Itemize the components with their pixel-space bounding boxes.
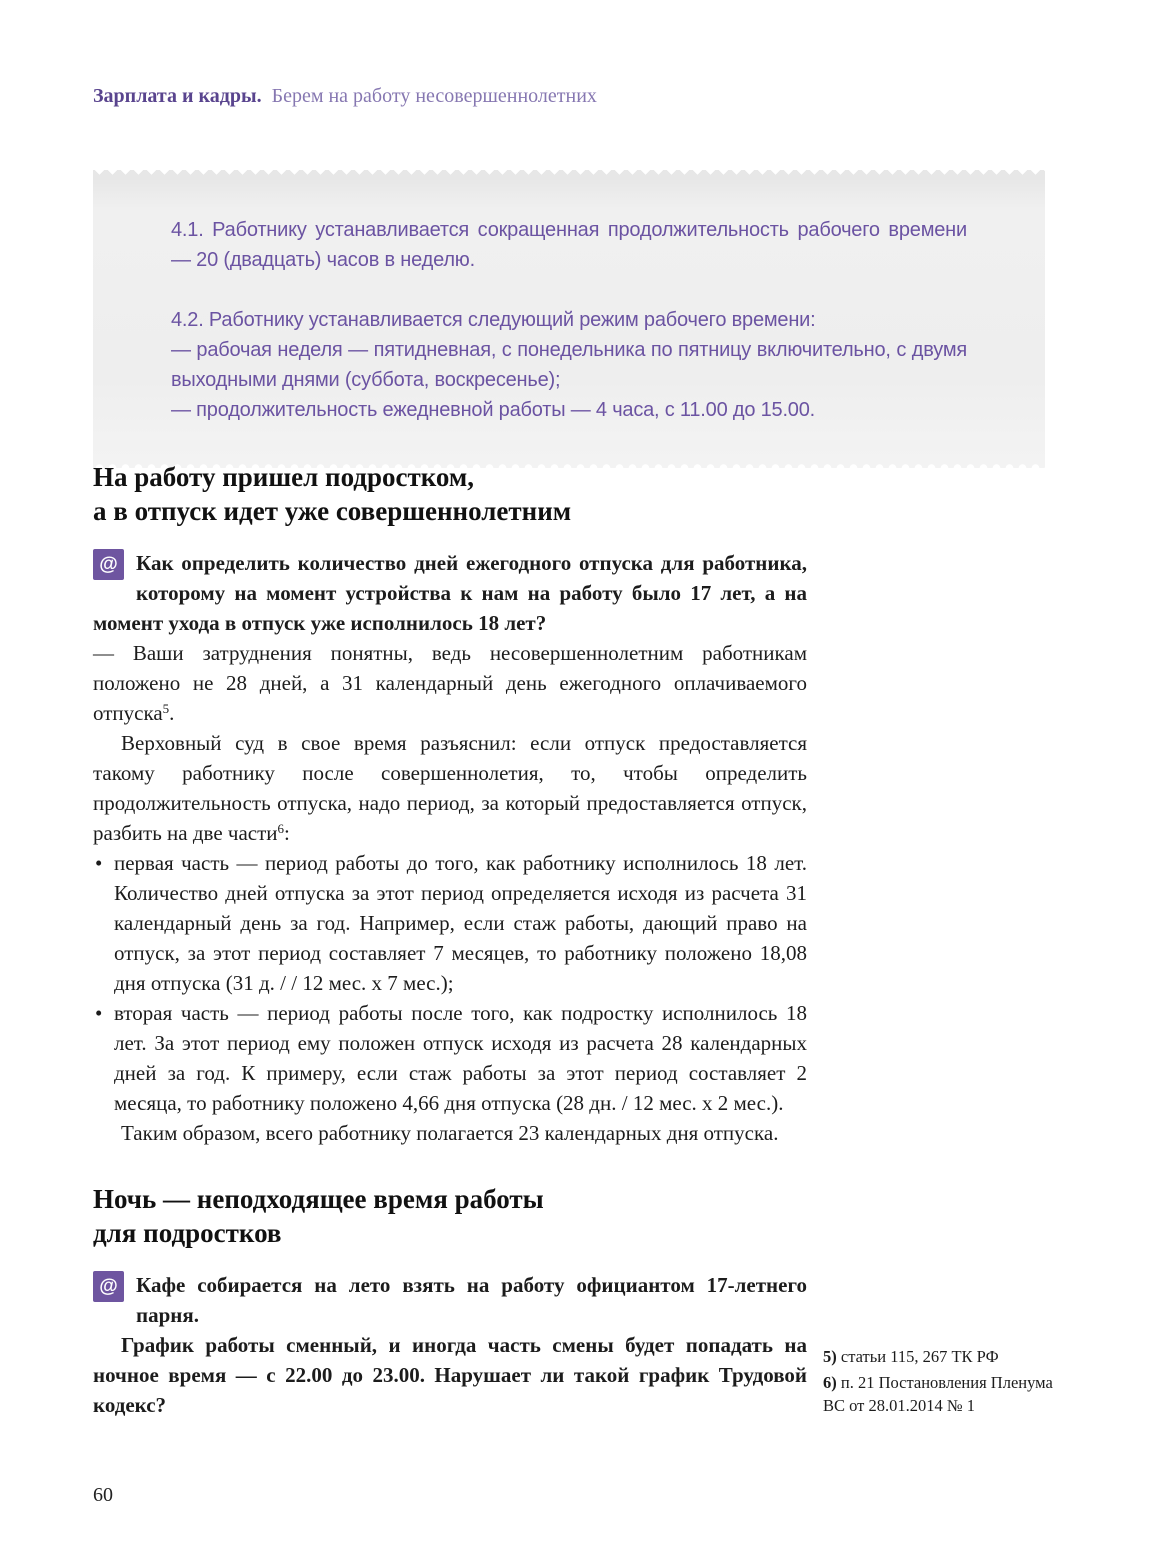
- footnote-marker: 5): [823, 1347, 837, 1366]
- footnote-reference-5: 5: [162, 701, 170, 716]
- question-text: Кафе собирается на лето взять на работу официантом 17-летнего парня.: [136, 1273, 807, 1327]
- at-question-icon: @: [93, 1271, 124, 1302]
- page-number: 60: [93, 1484, 113, 1506]
- quote-paragraph: — рабочая неделя — пятидневная, с понедельника по пятницу включительно, с двумя выходными днями (суббота, воскресенье);: [171, 339, 967, 391]
- footnote-marker: 6): [823, 1373, 837, 1392]
- footnote-text: п. 21 Постановления Пленума ВС от 28.01.2014 № 1: [823, 1373, 1053, 1415]
- answer-text: Верховный суд в свое время разъяснил: если отпуск предоставляется такому работнику после совершеннолетия, то, чтобы определить продолжительность отпуска, надо период, за который предоставляется отпуск, разбить на две части: [93, 731, 807, 845]
- quote-paragraph: — продолжительность ежедневной работы — 4 часа, с 11.00 до 15.00.: [171, 399, 816, 421]
- footnotes-block: [823, 1345, 1055, 1420]
- quote-paragraph: 4.2. Работнику устанавливается следующий режим рабочего времени:: [171, 309, 816, 331]
- running-head: [93, 84, 597, 108]
- article-column: [93, 460, 807, 1420]
- running-head-topic-text: Берем на работу несовершеннолетних: [271, 85, 597, 107]
- running-head-brand: Зарплата и кадры.: [93, 85, 262, 107]
- torn-edge-top: [93, 170, 1045, 179]
- footnote-item: [823, 1371, 1055, 1417]
- list-item-first-part: • первая часть — период работы до того, как работнику исполнилось 18 лет. Количество дней отпуска за этот период определяется исходя из расчета 31 календарный день за год. Например, если стаж работы, дающий право на отпуск, за этот период составляет 7 месяцев, то работнику положено 18,08 дня отпуска (31 д. / / 12 мес. х 7 мес.);: [93, 848, 807, 998]
- quote-paragraph: 4.1. Работнику устанавливается сокращенная продолжительность рабочего времени — 20 (двадцать) часов в неделю.: [171, 219, 967, 271]
- question-paragraph: [93, 1270, 807, 1330]
- question-text: Как определить количество дней ежегодного отпуска для работника, которому на момент устройства к нам на работу было 17 лет, а на момент ухода в отпуск уже исполнилось 18 лет?: [93, 551, 807, 635]
- vacation-split-list: [93, 848, 807, 1118]
- answer-paragraph: [93, 728, 807, 848]
- footnote-item: [823, 1345, 1055, 1368]
- question-paragraph: График работы сменный, и иногда часть смены будет попадать на ночное время — с 22.00 до 23.00. Нарушает ли такой график Трудовой кодекс?: [93, 1333, 807, 1417]
- answer-text-tail: .: [169, 701, 175, 725]
- heading-line: На работу пришел подростком,: [93, 462, 475, 492]
- section-heading-vacation: [93, 460, 807, 528]
- section-heading-night-work: [93, 1182, 807, 1250]
- summary-paragraph: Таким образом, всего работнику полагается 23 календарных дня отпуска.: [121, 1121, 779, 1145]
- answer-paragraph: [93, 638, 807, 728]
- footnote-text: статьи 115, 267 ТК РФ: [836, 1347, 999, 1366]
- heading-line: для подростков: [93, 1218, 282, 1248]
- question-paragraph: [93, 548, 807, 638]
- contract-quote-box: [93, 170, 1045, 468]
- footnote-reference-6: 6: [277, 821, 285, 836]
- heading-line: Ночь — неподходящее время работы: [93, 1184, 544, 1214]
- answer-text: — Ваши затруднения понятны, ведь несовершеннолетним работникам положено не 28 дней, а 31 календарный день ежегодного оплачиваемого отпуска: [93, 641, 807, 725]
- answer-text-tail: :: [284, 821, 290, 845]
- list-item-second-part: • вторая часть — период работы после того, как подростку исполнилось 18 лет. За этот период ему положен отпуск исходя из расчета 28 календарных дней за год. К примеру, если стаж работы за этот период составляет 2 месяца, то работнику положено 4,66 дня отпуска (28 дн. / 12 мес. х 2 мес.).: [93, 998, 807, 1118]
- contract-quote-body: [93, 179, 1045, 459]
- at-question-icon: @: [93, 549, 124, 580]
- heading-line: а в отпуск идет уже совершеннолетним: [93, 496, 572, 526]
